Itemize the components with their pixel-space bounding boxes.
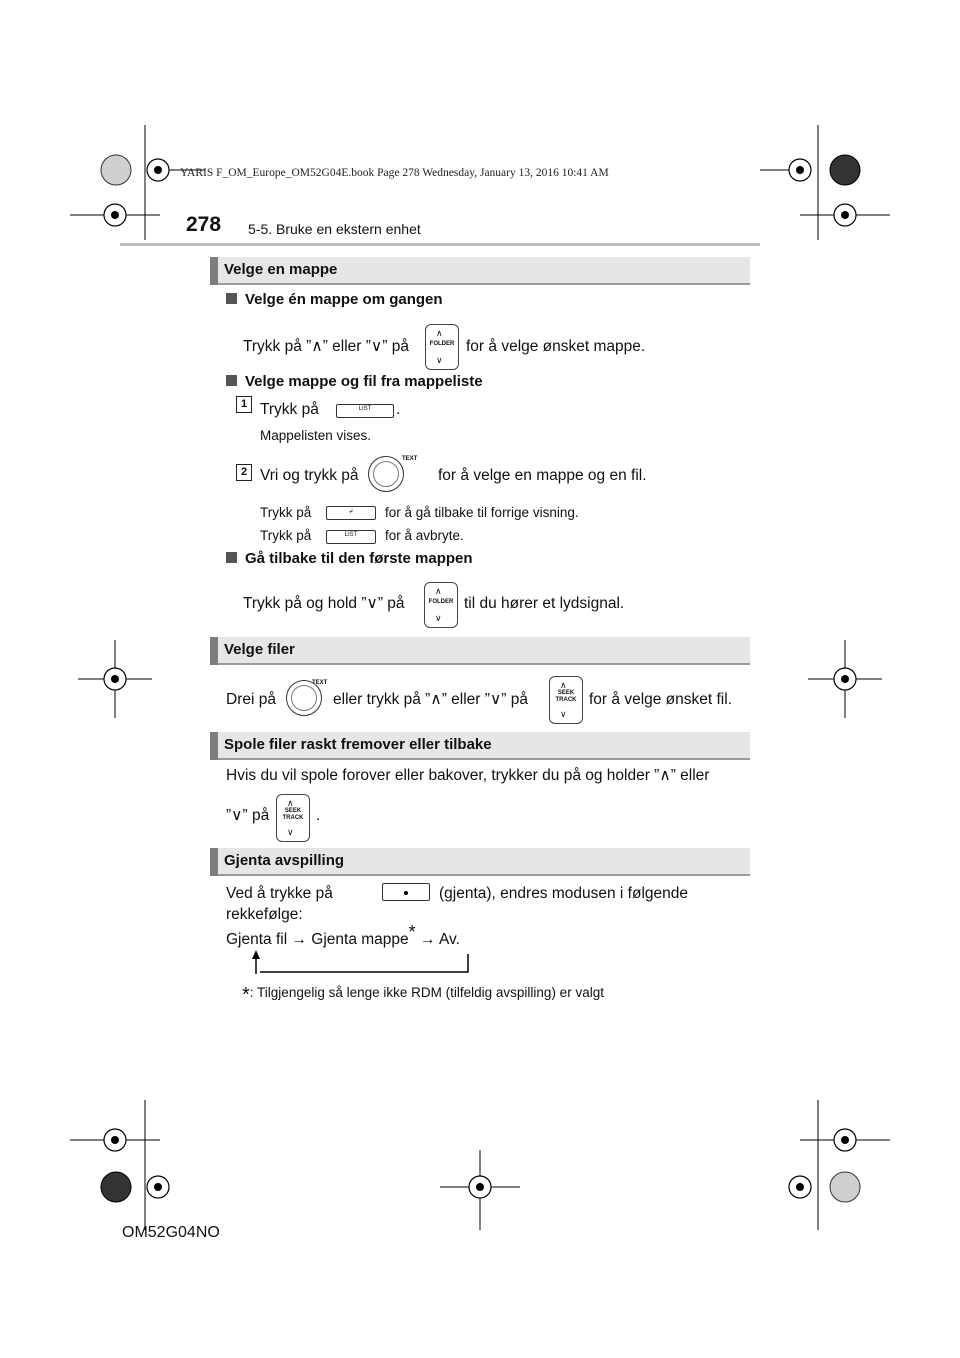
section-title: Velge filer [224,641,295,658]
list-button-icon: LIST [336,404,394,418]
subheading-folder-list: Velge mappe og fil fra mappeliste [226,373,483,390]
files-end: for å velge ønsket fil. [589,691,733,708]
loop-arrow [248,950,474,976]
instruction-folder: Trykk på ”∧” eller ”∨” på [243,338,409,355]
book-info: YARIS F_OM_Europe_OM52G04E.book Page 278 Wednesday, January 13, 2016 10:41 AM [180,167,609,179]
files-text-2: eller trykk på ”∧” eller ”∨” på [333,691,529,708]
seek-track-button-icon: ∧ SEEK TRACK ∨ [276,794,310,842]
files-text: Drei på [226,691,276,708]
chapter-title: 5-5. Bruke en ekstern enhet [248,221,421,237]
note2-text: Trykk på [260,528,312,543]
subheading-first-folder: Gå tilbake til den første mappen [226,550,473,567]
folder-button-icon: ∧ FOLDER ∨ [424,582,458,628]
doc-code: OM52G04NO [122,1224,220,1241]
knob-label: TEXT [312,680,328,686]
instruction-text: for å velge ønsket mappe. [466,338,646,355]
repeat-sequence: Gjenta fil → Gjenta mappe* → Av. [226,921,460,948]
instruction-end: til du hører et lydsignal. [464,595,625,612]
knob-label: TEXT [402,456,418,462]
section-header-folder [210,257,750,285]
text-knob-icon [368,456,404,492]
section-header-seek [210,732,750,760]
list-button-icon: LIST [326,530,376,544]
note1-end: for å gå tilbake til forrige visning. [385,505,579,520]
step2-text: Vri og trykk på [260,467,359,484]
step2-end: for å velge en mappe og en fil. [438,467,647,484]
section-header-repeat [210,848,750,876]
section-title: Velge en mappe [224,261,338,278]
seek-line1: Hvis du vil spole forover eller bakover, trykker du på og holder ”∧” eller [226,767,710,784]
header-rule [120,243,760,246]
repeat-text-3: rekkefølge: [226,906,303,923]
subheading-one-folder: Velge én mappe om gangen [226,291,443,308]
repeat-button-icon [382,883,430,901]
step-number-1: 1 [236,396,252,413]
step-number-2: 2 [236,464,252,481]
instruction-first-folder: Trykk på og hold ”∨” på [243,595,405,612]
back-button-icon: ↲ [326,506,376,520]
repeat-text: Ved å trykke på [226,885,333,902]
step1-text: Trykk på [260,401,319,418]
seek-end: . [316,807,321,824]
section-title: Gjenta avspilling [224,852,345,869]
section-title: Spole filer raskt fremover eller tilbake [224,736,492,753]
page-number: 278 [186,213,222,236]
step1-note: Mappelisten vises. [260,428,372,443]
folder-button-icon: ∧ FOLDER ∨ [425,324,459,370]
step1-end: . [396,401,401,418]
seek-line2: ”∨” på [226,807,270,824]
note1-text: Trykk på [260,505,312,520]
note2-end: for å avbryte. [385,528,464,543]
footnote: *: Tilgjengelig så lenge ikke RDM (tilfeldig avspilling) er valgt [242,984,604,1006]
seek-track-button-icon: ∧ SEEK TRACK ∨ [549,676,583,724]
repeat-text-2: (gjenta), endres modusen i følgende [439,885,689,902]
section-header-files [210,637,750,665]
